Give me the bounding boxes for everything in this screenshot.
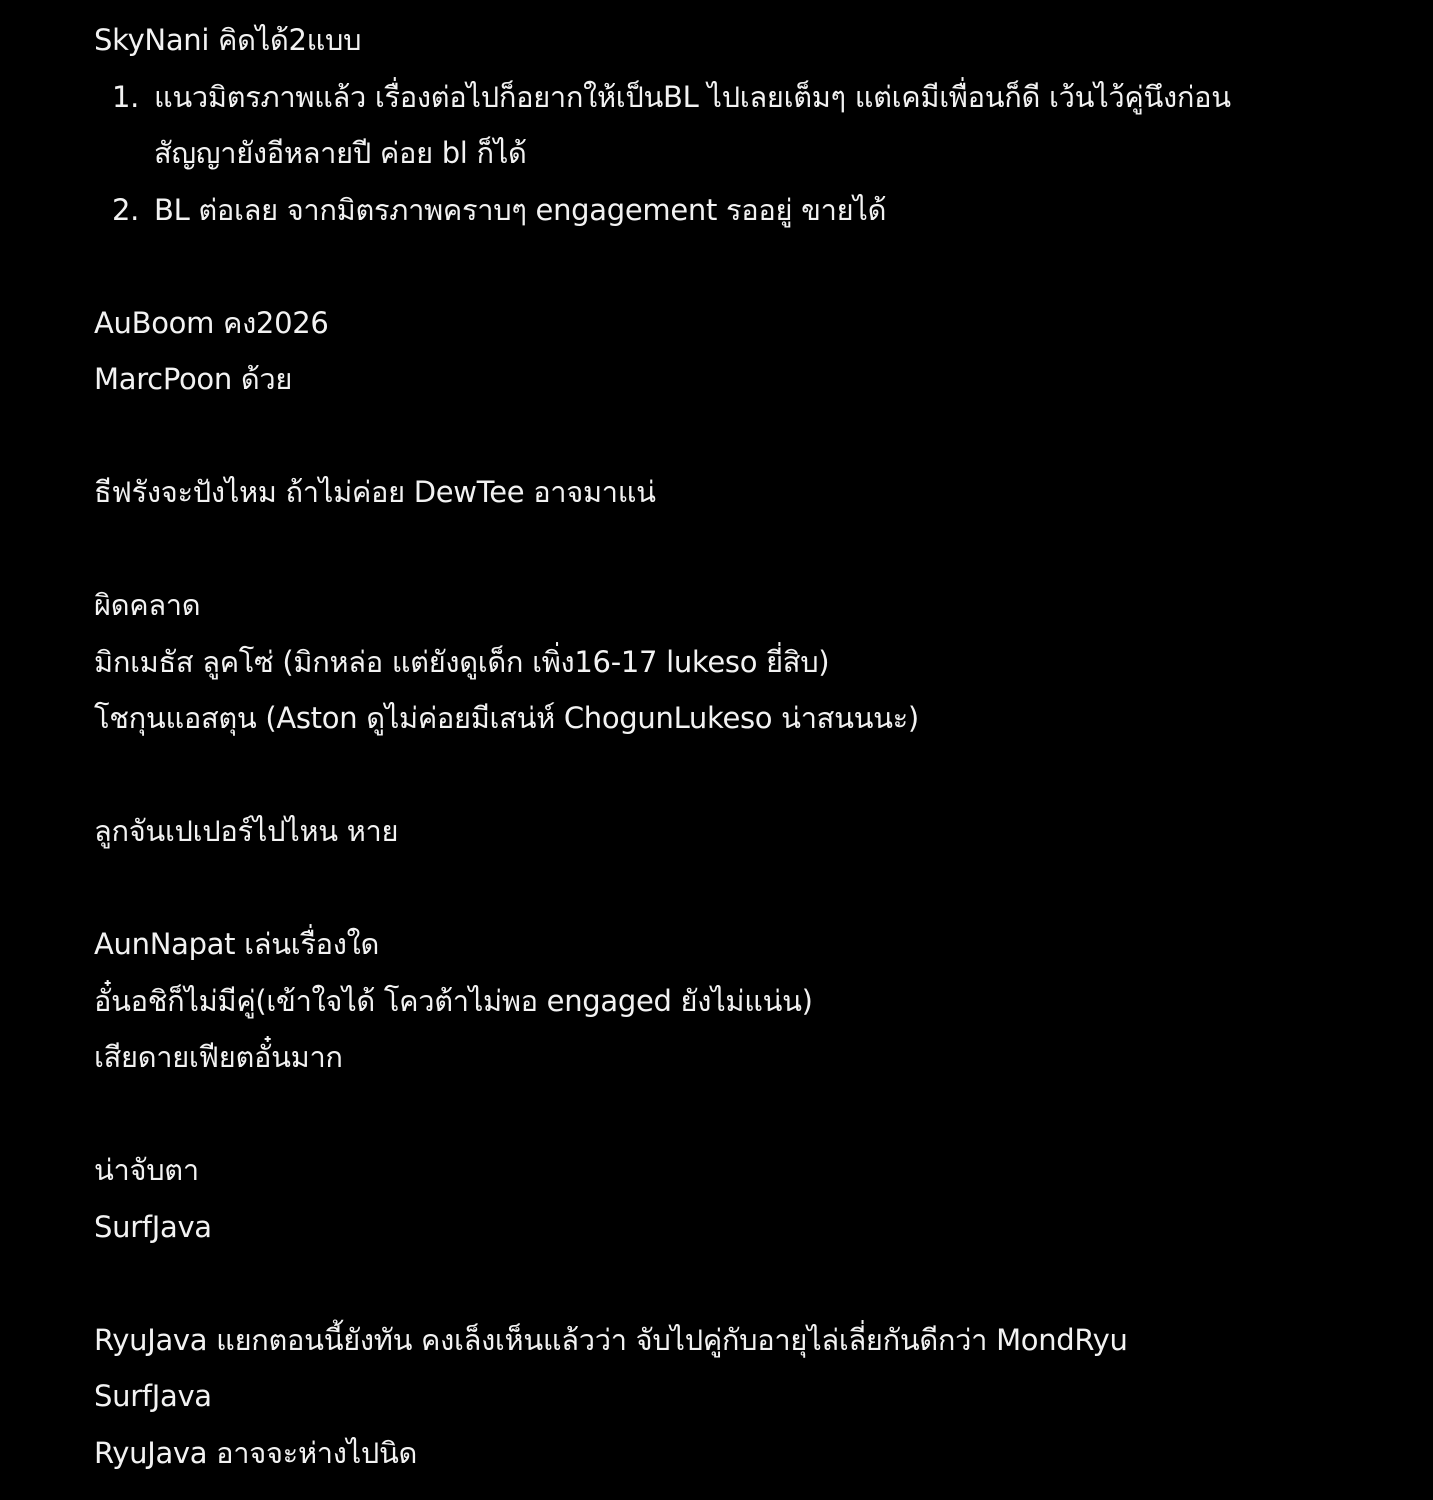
list-item (94, 69, 1384, 182)
note-heading: SkyNani คิดได้2แบบ (94, 23, 362, 57)
list-item-line: แนวมิตรภาพแล้ว เรื่องต่อไปก็อยากให้เป็นBL ไปเลยเต็มๆ แต่เคมีเพื่อนก็ดี เว้นไว้คู่นึงก่อน (154, 79, 1231, 114)
blank-line (94, 238, 1384, 295)
numbered-list (94, 69, 1384, 239)
text-line: AuBoom คง2026 (94, 305, 329, 340)
text-line: RyuJava แยกตอนนี้ยังทัน คงเล็งเห็นแล้วว่า จับไปคู่กับอายุไล่เลี่ยกันดีกว่า MondRyu (94, 1322, 1128, 1357)
list-item (94, 182, 1384, 239)
section-label: น่าจับตา (94, 1153, 199, 1187)
text-line: โชกุนแอสตุน (Aston ดูไม่ค่อยมีเสน่ห์ ChogunLukeso น่าสนนนะ) (94, 701, 919, 735)
section-label: ผิดคลาด (94, 588, 201, 622)
text-line: RyuJava อาจจะห่างไปนิด (94, 1435, 418, 1470)
text-line: เสียดายเฟียตอั๋นมาก (94, 1040, 343, 1074)
list-number: 2. (112, 192, 140, 227)
text-line: ธีฟรังจะปังไหม ถ้าไม่ค่อย DewTee อาจมาแน่ (94, 475, 656, 509)
text-line: SurfJava (94, 1379, 212, 1413)
text-line: อั๋นอชิก็ไม่มีคู่(เข้าใจได้ โควต้าไม่พอ engaged ยังไม่แน่น) (94, 983, 813, 1018)
text-line: ลูกจันเปเปอร์ไปไหน หาย (94, 814, 399, 848)
blank-line (94, 1086, 1384, 1143)
text-line: AunNapat เล่นเรื่องใด (94, 927, 379, 961)
list-number: 1. (112, 79, 140, 114)
list-item-line: สัญญายังอีหลายปี ค่อย bl ก็ได้ (154, 136, 527, 170)
blank-line (94, 860, 1384, 917)
text-line: มิกเมธัส ลูคโซ่ (มิกหล่อ แต่ยังดูเด็ก เพิ่ง16-17 lukeso ยี่สิบ) (94, 644, 830, 679)
blank-line (94, 1255, 1384, 1312)
blank-line (94, 747, 1384, 804)
list-item-line: BL ต่อเลย จากมิตรภาพคราบๆ engagement รออยู่ ขายได้ (154, 192, 887, 227)
blank-line (94, 521, 1384, 578)
note-body (94, 12, 1384, 1481)
blank-line (94, 408, 1384, 465)
text-line: MarcPoon ด้วย (94, 362, 293, 396)
text-line: SurfJava (94, 1209, 212, 1244)
